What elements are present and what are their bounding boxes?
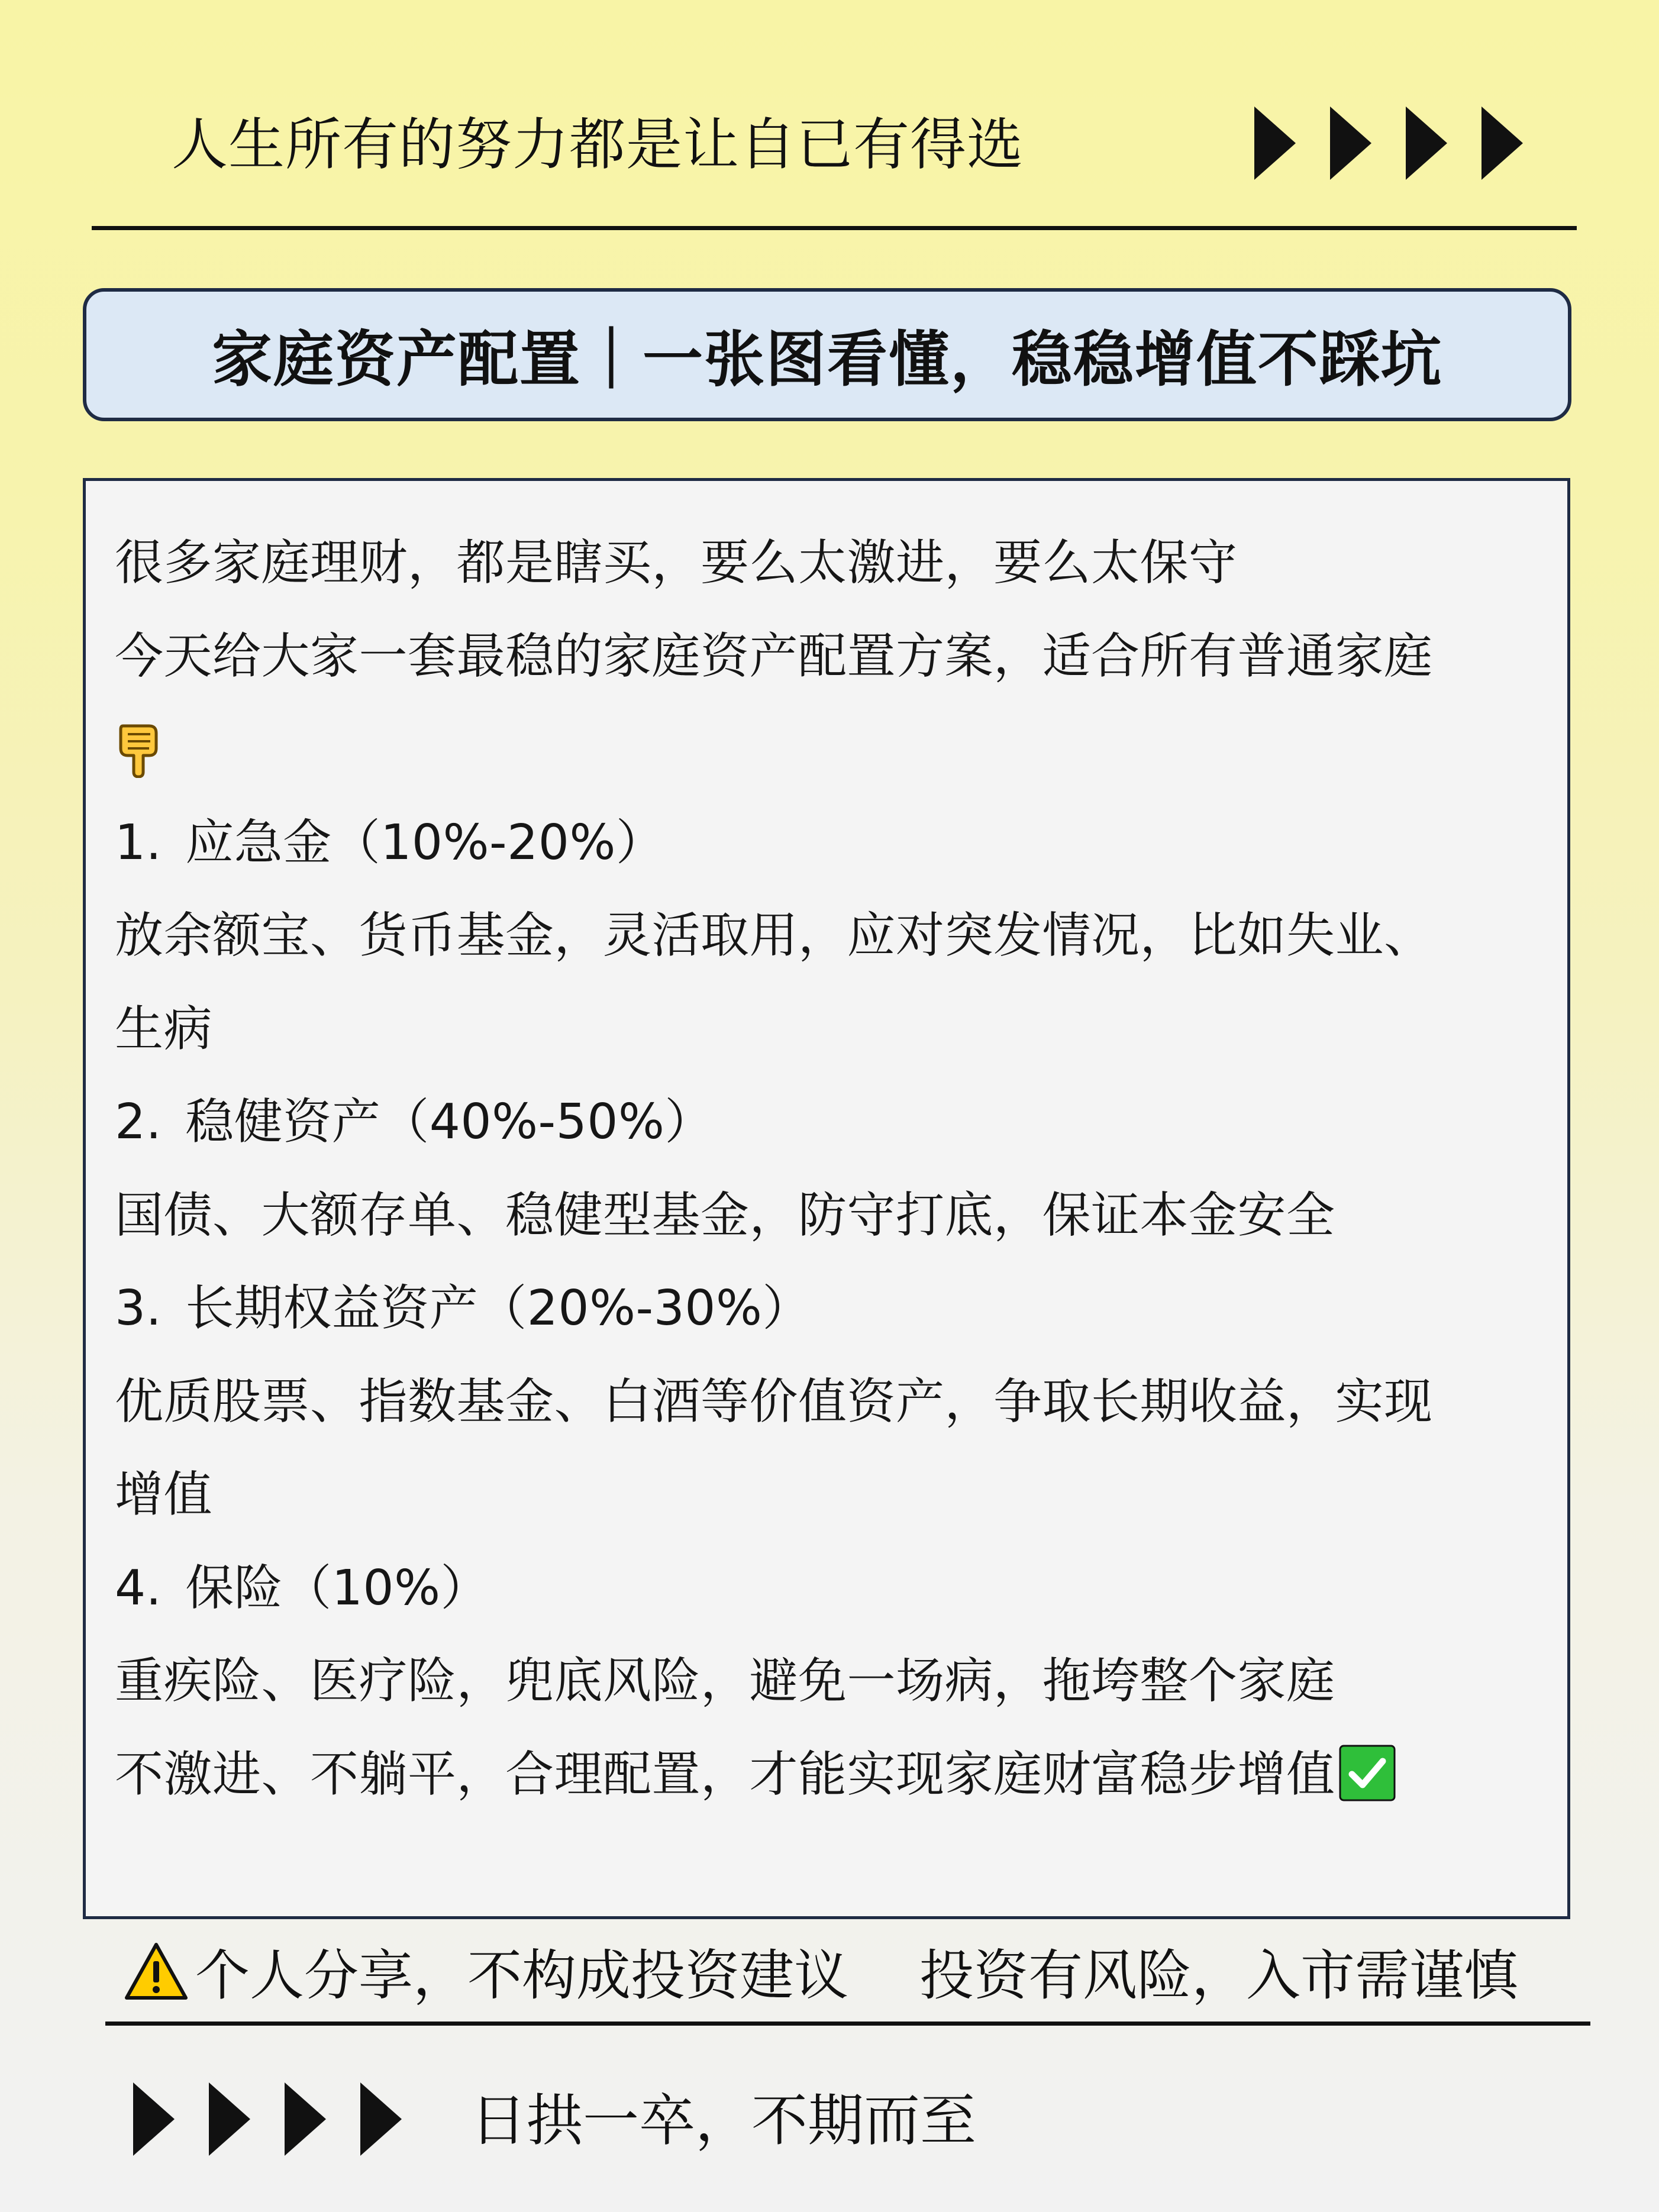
footer-motto: 日拱一卒，不期而至 xyxy=(470,2088,977,2153)
section-heading xyxy=(115,1542,1547,1635)
play-arrow-icon xyxy=(209,2082,250,2156)
section-text: 放余额宝、货币基金，灵活取用，应对突发情况，比如失业、 xyxy=(115,908,1433,964)
section-heading xyxy=(115,1076,1547,1169)
section-title: 应急金（10%-20%） xyxy=(185,814,665,871)
play-arrow-icon xyxy=(1254,106,1296,180)
footer-arrows xyxy=(133,2082,402,2156)
play-arrow-icon xyxy=(285,2082,326,2156)
section-text: 重疾险、医疗险，兜底风险，避免一场病，拖垮整个家庭 xyxy=(115,1653,1335,1709)
section-heading xyxy=(115,796,1547,890)
section-text: 生病 xyxy=(115,1000,213,1057)
intro-line: 今天给大家一套最稳的家庭资产配置方案，适合所有普通家庭 xyxy=(115,628,1433,684)
check-mark-button-icon xyxy=(1339,1745,1396,1801)
section-title: 稳健资产（40%-50%） xyxy=(185,1094,714,1150)
header-arrows xyxy=(1254,106,1523,180)
header-divider xyxy=(92,226,1577,230)
disclaimer xyxy=(123,1936,1518,2007)
header xyxy=(0,0,1659,237)
header-motto: 人生所有的努力都是让自已有得选 xyxy=(172,112,1024,177)
conclusion-text: 不激进、不躺平，合理配置，才能实现家庭财富稳步增值 xyxy=(115,1746,1335,1803)
section-number: 2. xyxy=(115,1094,162,1150)
disclaimer-text-right: 投资有风险，入市需谨慎 xyxy=(919,1944,1519,2007)
section-text: 国债、大额存单、稳健型基金，防守打底，保证本金安全 xyxy=(115,1187,1335,1244)
section-text: 优质股票、指数基金、白酒等价值资产，争取长期收益，实现 xyxy=(115,1373,1433,1430)
footer-divider xyxy=(105,2022,1590,2026)
play-arrow-icon xyxy=(133,2082,175,2156)
disclaimer-text-left: 个人分享，不构成投资建议 xyxy=(195,1944,849,2007)
section-number: 4. xyxy=(115,1559,162,1616)
title-banner xyxy=(83,288,1571,421)
page-title: 家庭资产配置｜一张图看懂，稳稳增值不踩坑 xyxy=(212,324,1442,395)
play-arrow-icon xyxy=(1330,106,1371,180)
section-number: 3. xyxy=(115,1280,162,1336)
intro-line: 很多家庭理财，都是瞎买，要么太激进，要么太保守 xyxy=(115,535,1238,591)
content-body xyxy=(115,516,1547,1821)
backhand-index-pointing-down-icon xyxy=(115,721,162,778)
warning-icon xyxy=(123,1941,189,2001)
pointer-line xyxy=(115,703,1547,796)
play-arrow-icon xyxy=(360,2082,402,2156)
section-title: 保险（10%） xyxy=(185,1559,490,1616)
play-arrow-icon xyxy=(1482,106,1523,180)
section-title: 长期权益资产（20%-30%） xyxy=(185,1280,811,1336)
conclusion-line xyxy=(115,1728,1547,1822)
section-heading xyxy=(115,1262,1547,1355)
play-arrow-icon xyxy=(1406,106,1447,180)
content-card xyxy=(83,478,1570,1919)
section-text: 增值 xyxy=(115,1467,213,1523)
section-number: 1. xyxy=(115,814,162,871)
